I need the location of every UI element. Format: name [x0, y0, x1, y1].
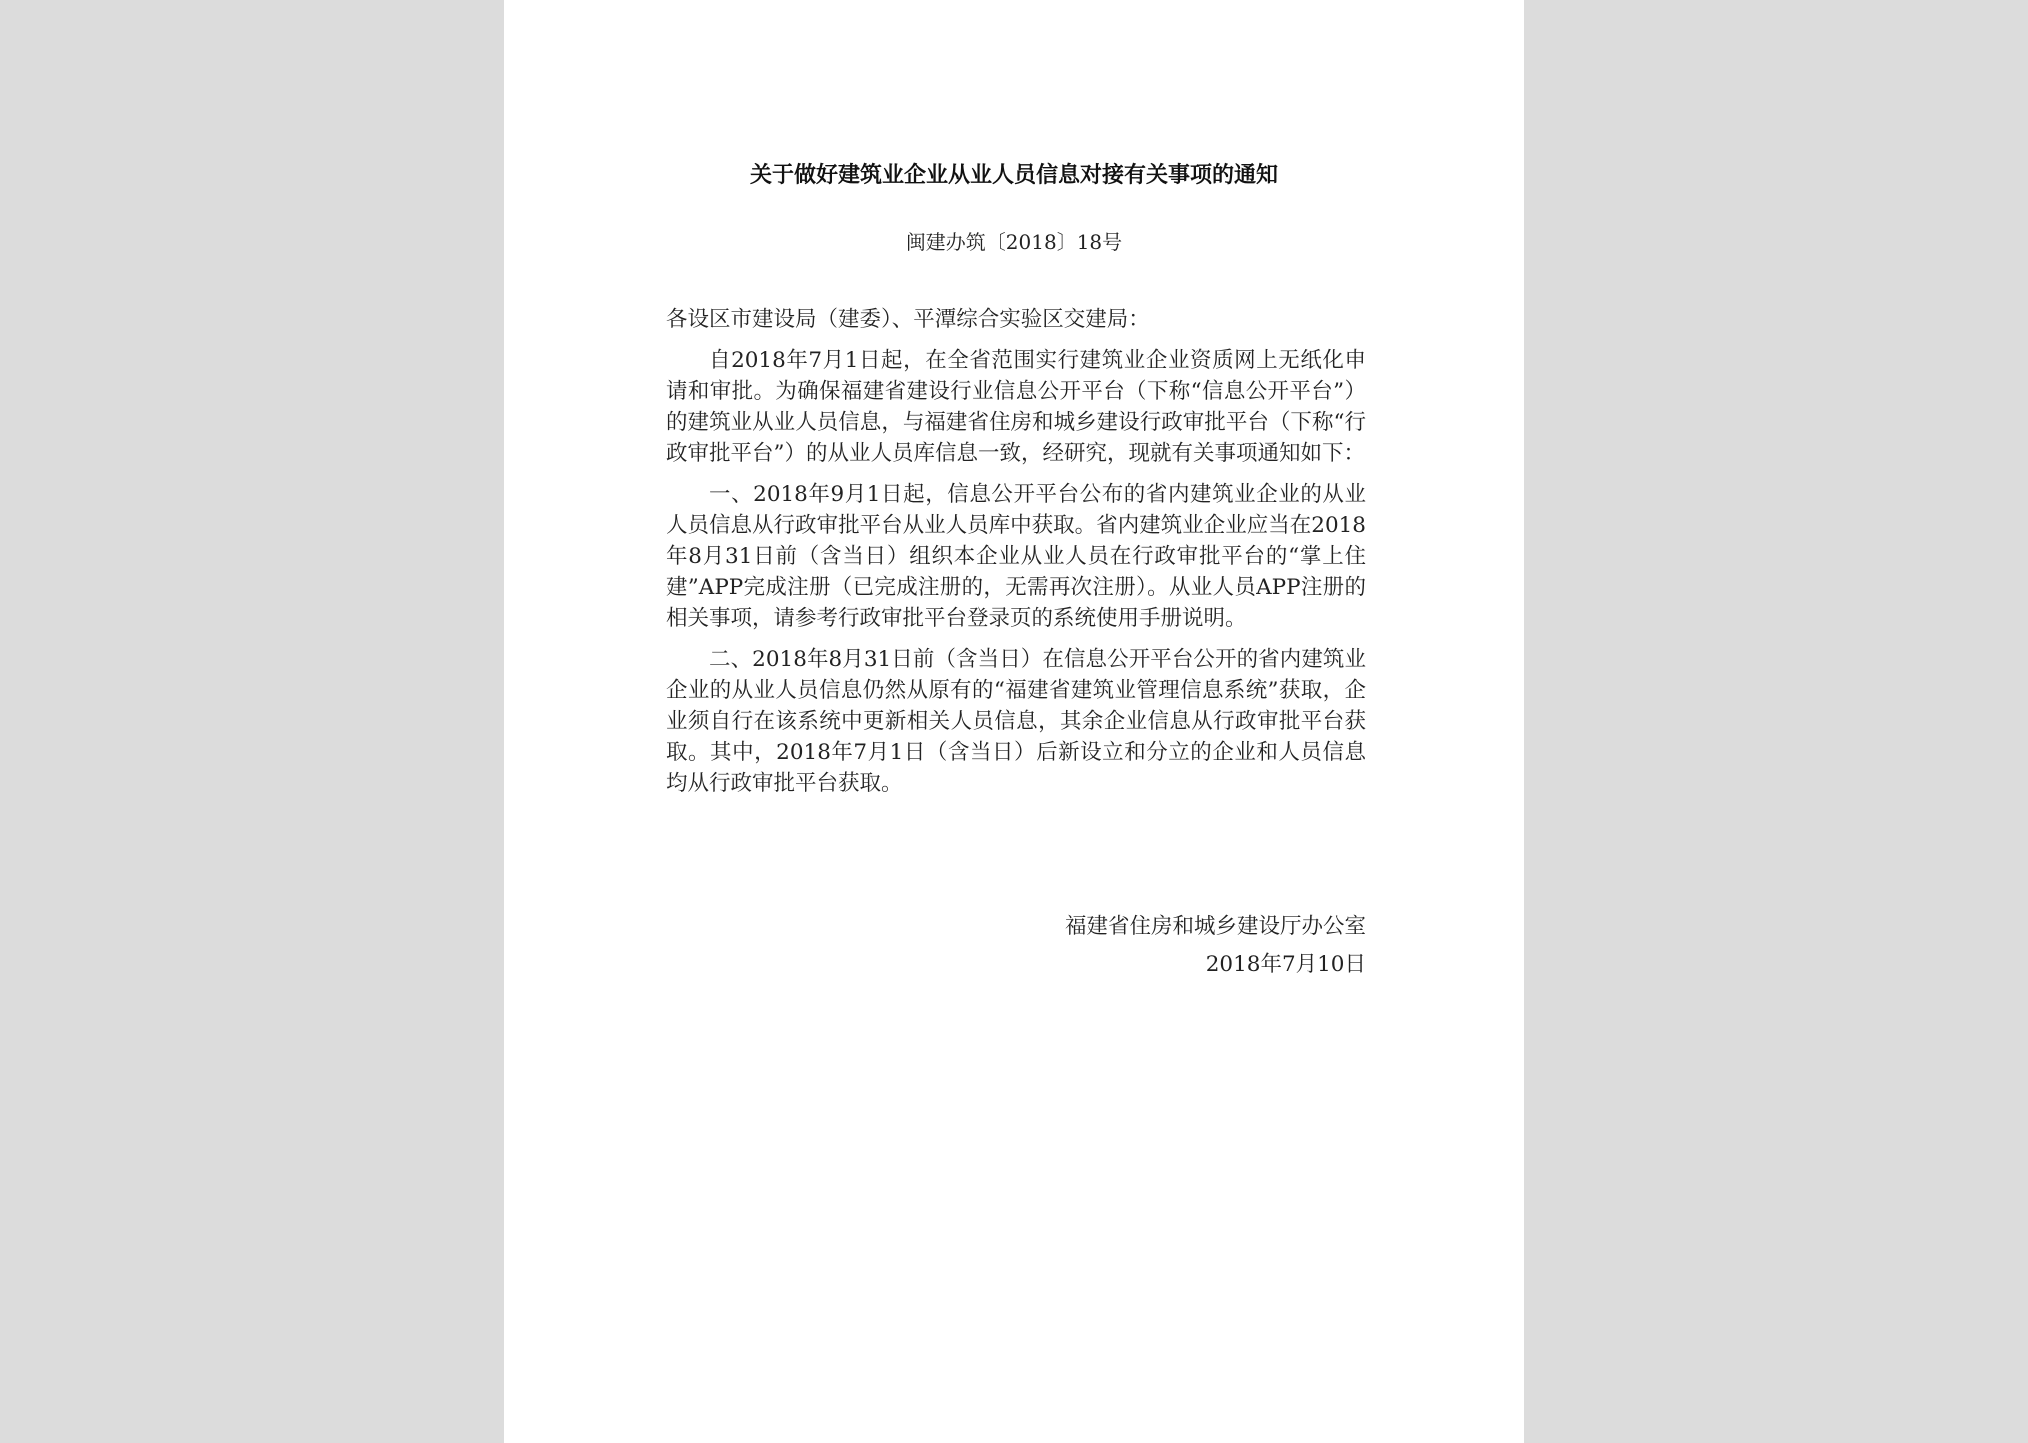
paragraph-item-2: 二、2018年8月31日前（含当日）在信息公开平台公开的省内建筑业企业的从业人员信息仍然从原有的“福建省建筑业管理信息系统”获取，企业须自行在该系统中更新相关人员信息，其余企业信息从行政审批平台获取。其中，2018年7月1日（含当日）后新设立和分立的企业和人员信息均从行政审批平台获取。	[666, 647, 1366, 796]
paragraph-intro: 自2018年7月1日起，在全省范围实行建筑业企业资质网上无纸化申请和审批。为确保福建省建设行业信息公开平台（下称“信息公开平台”）的建筑业从业人员信息，与福建省住房和城乡建设行政审批平台（下称“行政审批平台”）的从业人员库信息一致，经研究，现就有关事项通知如下：	[666, 348, 1366, 466]
issue-date: 2018年7月10日	[1205, 952, 1366, 977]
salutation: 各设区市建设局（建委）、平潭综合实验区交建局：	[666, 307, 1150, 332]
issuer: 福建省住房和城乡建设厅办公室	[1064, 914, 1366, 939]
document-title: 关于做好建筑业企业从业人员信息对接有关事项的通知	[749, 162, 1278, 188]
signature-block	[1065, 908, 1366, 984]
paragraph-item-1: 一、2018年9月1日起，信息公开平台公布的省内建筑业企业的从业人员信息从行政审批平台从业人员库中获取。省内建筑业企业应当在2018年8月31日前（含当日）组织本企业从业人员在行政审批平台的“掌上住建”APP完成注册（已完成注册的，无需再次注册）。从业人员APP注册的相关事项，请参考行政审批平台登录页的系统使用手册说明。	[666, 482, 1366, 631]
document-number: 闽建办筑〔2018〕18号	[905, 230, 1123, 254]
document-page	[504, 0, 1524, 1443]
document-body	[666, 304, 1366, 809]
